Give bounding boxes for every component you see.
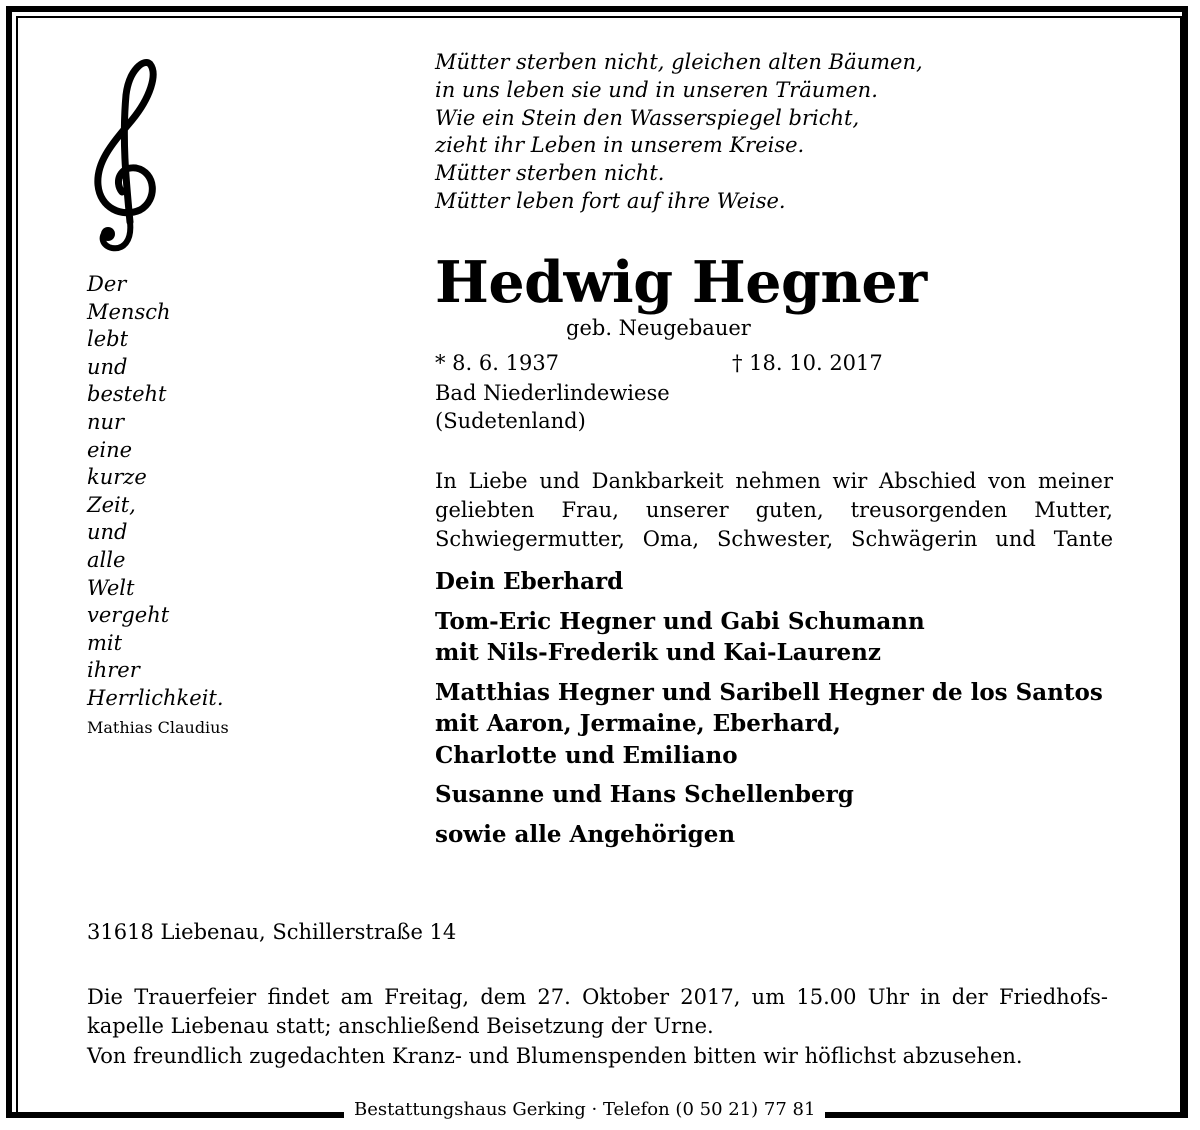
- farewell-line: geliebten Frau, unserer guten, treusorgenden Mutter,: [435, 498, 1113, 522]
- mourner-line: mit Nils-Frederik und Kai-Laurenz: [435, 639, 881, 666]
- side-poem-line: und: [87, 354, 128, 379]
- mourner-line: Susanne und Hans Schellenberg: [435, 781, 854, 808]
- side-poem-line: Der: [87, 272, 127, 296]
- ceremony-line: kapelle Liebenau statt; anschließend Beisetzung der Urne.: [87, 1014, 714, 1038]
- side-poem-line: alle: [87, 547, 126, 572]
- address: 31618 Liebenau, Schillerstraße 14: [87, 920, 457, 944]
- birth-date: * 8. 6. 1937: [435, 351, 560, 375]
- mourner-group: [435, 606, 1155, 669]
- deceased-name: Hedwig Hegner: [435, 249, 927, 316]
- birth-name: geb. Neugebauer: [566, 316, 751, 340]
- side-poem-line: ihrer: [87, 658, 140, 683]
- mourner-group: [435, 779, 1155, 811]
- mourner-group: [435, 677, 1155, 772]
- death-date: † 18. 10. 2017: [732, 351, 883, 375]
- mourner-line: sowie alle Angehörigen: [435, 820, 736, 848]
- side-poem-line: mit: [87, 630, 123, 655]
- mourner-line: Tom-Eric Hegner und Gabi Schumann: [435, 607, 925, 635]
- top-poem: [435, 49, 1135, 216]
- side-poem-line: Zeit,: [87, 492, 136, 517]
- mourner-group: [435, 566, 1155, 598]
- top-poem-line: Wie ein Stein den Wasserspiegel bricht,: [435, 105, 860, 130]
- side-poem-line: Welt: [87, 575, 135, 600]
- side-poem-line: eine: [87, 437, 133, 462]
- mourner-group: [435, 819, 1155, 851]
- side-poem-line: Herrlichkeit.: [87, 685, 224, 710]
- donations-note: Von freundlich zugedachten Kranz- und Blumenspenden bitten wir höflichst abzusehen.: [87, 1044, 1023, 1068]
- side-poem-line: kurze: [87, 465, 147, 490]
- ceremony-line: Die Trauerfeier findet am Freitag, dem 27. Oktober 2017, um 15.00 Uhr in der Friedhofs-: [87, 985, 1108, 1009]
- birthplace-line: (Sudetenland): [435, 409, 586, 433]
- treble-clef-icon: [86, 50, 166, 256]
- top-poem-line: zieht ihr Leben in unserem Kreise.: [435, 133, 805, 158]
- side-poem-line: Mensch: [87, 299, 171, 324]
- side-poem-line: und: [87, 520, 128, 545]
- side-poem-line: vergeht: [87, 603, 170, 628]
- mourners-list: [435, 566, 1155, 858]
- farewell-line: In Liebe und Dankbarkeit nehmen wir Abschied von meiner: [435, 469, 1113, 493]
- mourner-line: Charlotte und Emiliano: [435, 741, 738, 769]
- mourner-line: mit Aaron, Jermaine, Eberhard,: [435, 710, 841, 737]
- farewell-text: [435, 467, 1113, 554]
- funeral-home-credit: Bestattungshaus Gerking · Telefon (0 50 21) 77 81: [344, 1098, 825, 1122]
- mourner-line: Dein Eberhard: [435, 568, 624, 595]
- side-poem-line: nur: [87, 409, 125, 434]
- side-poem-author: Mathias Claudius: [87, 718, 229, 737]
- ceremony-info: [87, 983, 1108, 1041]
- birthplace: [435, 379, 670, 435]
- top-poem-line: Mütter sterben nicht.: [435, 161, 665, 186]
- top-poem-line: in uns leben sie und in unseren Träumen.: [435, 77, 878, 102]
- side-poem-line: lebt: [87, 327, 129, 352]
- side-poem: [87, 271, 287, 713]
- farewell-line: Schwiegermutter, Oma, Schwester, Schwägerin und Tante: [435, 527, 1113, 551]
- top-poem-line: Mütter sterben nicht, gleichen alten Bäumen,: [435, 50, 923, 74]
- side-poem-line: besteht: [87, 382, 167, 407]
- mourner-line: Matthias Hegner und Saribell Hegner de los Santos: [435, 678, 1103, 706]
- top-poem-line: Mütter leben fort auf ihre Weise.: [435, 188, 786, 213]
- birthplace-line: Bad Niederlindewiese: [435, 381, 670, 405]
